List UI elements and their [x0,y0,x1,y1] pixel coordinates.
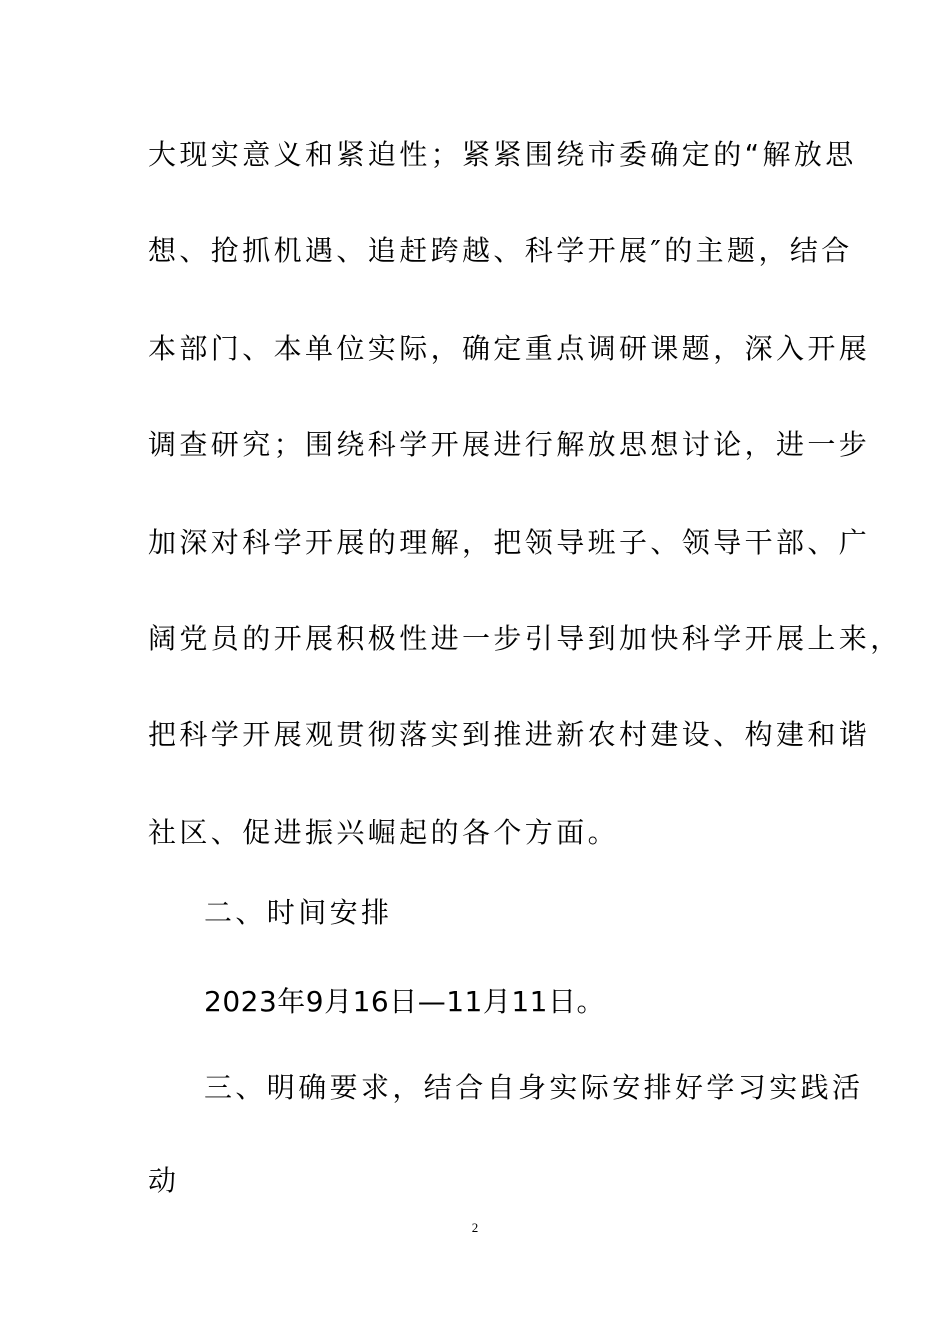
section-heading-continuation: 动 [148,1164,180,1197]
paragraph-line: 社区、促进振兴崛起的各个方面。 [148,816,620,849]
paragraph-line: 把科学开展观贯彻落实到推进新农村建设、构建和谐 [148,718,871,751]
paragraph-line: 大现实意义和紧迫性；紧紧围绕市委确定的“解放思 [148,138,857,171]
section-heading: 二、时间安排 [204,896,393,929]
paragraph-line: 调查研究；围绕科学开展进行解放思想讨论，进一步 [148,428,871,461]
paragraph-line: 本部门、本单位实际，确定重点调研课题，深入开展 [148,332,871,365]
page-number: 2 [471,1220,479,1235]
schedule-text: 2023年9月16日—11月11日。 [204,985,605,1018]
paragraph-line: 想、抢抓机遇、追赶跨越、科学开展″的主题，结合 [148,234,853,267]
paragraph-line: 阔党员的开展积极性进一步引导到加快科学开展上来， [148,622,902,655]
paragraph-line: 加深对科学开展的理解，把领导班子、领导干部、广 [148,526,871,559]
section-heading: 三、明确要求，结合自身实际安排好学习实践活 [204,1071,864,1104]
